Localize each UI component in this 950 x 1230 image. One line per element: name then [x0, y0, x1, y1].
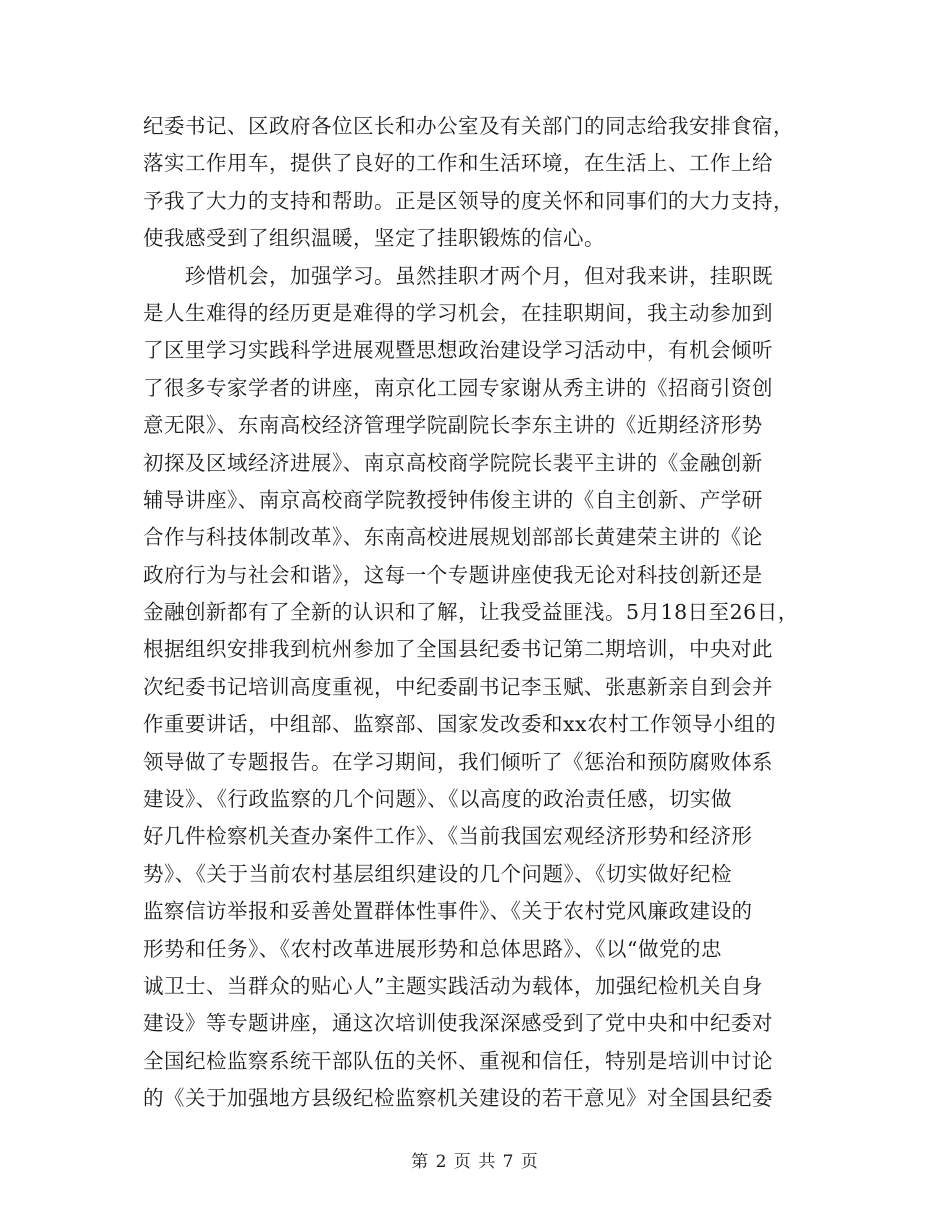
text-line: 监察信访举报和妥善处置群体性事件》、《关于农村党风廉政建设的: [143, 899, 753, 924]
text-line: 初探及区域经济进展》、南京高校商学院院长裴平主讲的《金融创新: [143, 450, 763, 475]
text-line: 作重要讲话，中组部、监察部、国家发改委和xx农村工作领导小组的: [143, 712, 777, 737]
text-line: 使我感受到了组织温暖，坚定了挂职锻炼的信心。: [143, 226, 605, 251]
text-line: 落实工作用车，提供了良好的工作和生活环境，在生活上、工作上给: [143, 151, 773, 176]
text-line: 好几件检察机关查办案件工作》、《当前我国宏观经济形势和经济形: [143, 824, 753, 849]
text-line: 形势和任务》、《农村改革进展形势和总体思路》、《以“做党的忠: [143, 936, 722, 961]
text-line: 合作与科技体制改革》、东南高校进展规划部部长黄建荣主讲的《论: [143, 525, 763, 550]
text-line: 政府行为与社会和谐》，这每一个专题讲座使我无论对科技创新还是: [143, 562, 763, 587]
text-line: 金融创新都有了全新的认识和了解，让我受益匪浅。5月18日至26日，: [143, 600, 799, 625]
text-line: 纪委书记、区政府各位区长和办公室及有关部门的同志给我安排食宿，: [143, 114, 794, 138]
text-line: 诚卫士、当群众的贴心人”主题实践活动为载体，加强纪检机关自身: [143, 973, 763, 998]
text-line: 领导做了专题报告。在学习期间，我们倾听了《惩治和预防腐败体系: [143, 749, 773, 774]
text-line: 了很多专家学者的讲座，南京化工园专家谢从秀主讲的《招商引资创: [143, 375, 773, 400]
paragraph-start-line: 珍惜机会，加强学习。虽然挂职才两个月，但对我来讲，挂职既: [185, 263, 773, 288]
body-text: [143, 108, 813, 1118]
page-number-footer: 第 2 页 共 7 页: [411, 1152, 539, 1172]
text-line: 了区里学习实践科学进展观暨思想政治建设学习活动中，有机会倾听: [143, 338, 773, 363]
text-line: 建设》、《行政监察的几个问题》、《以高度的政治责任感，切实做: [143, 787, 732, 812]
text-line: 意无限》、东南高校经济管理学院副院长李东主讲的《近期经济形势: [143, 413, 763, 438]
text-line: 次纪委书记培训高度重视，中纪委副书记李玉赋、张惠新亲自到会并: [143, 674, 773, 699]
text-line: 予我了大力的支持和帮助。正是区领导的度关怀和同事们的大力支持，: [143, 188, 794, 213]
text-line: 的《关于加强地方县级纪检监察机关建设的若干意见》对全国县纪委: [143, 1086, 773, 1111]
text-line: 辅导讲座》、南京高校商学院教授钟伟俊主讲的《自主创新、产学研: [143, 487, 763, 512]
text-line: 建设》等专题讲座，通这次培训使我深深感受到了党中央和中纪委对: [143, 1011, 773, 1036]
text-line: 全国纪检监察系统干部队伍的关怀、重视和信任，特别是培训中讨论: [143, 1048, 773, 1073]
text-line: 是人生难得的经历更是难得的学习机会，在挂职期间，我主动参加到: [143, 300, 773, 325]
text-line: 根据组织安排我到杭州参加了全国县纪委书记第二期培训，中央对此: [143, 637, 773, 662]
text-line: 势》、《关于当前农村基层组织建设的几个问题》、《切实做好纪检: [143, 861, 732, 886]
